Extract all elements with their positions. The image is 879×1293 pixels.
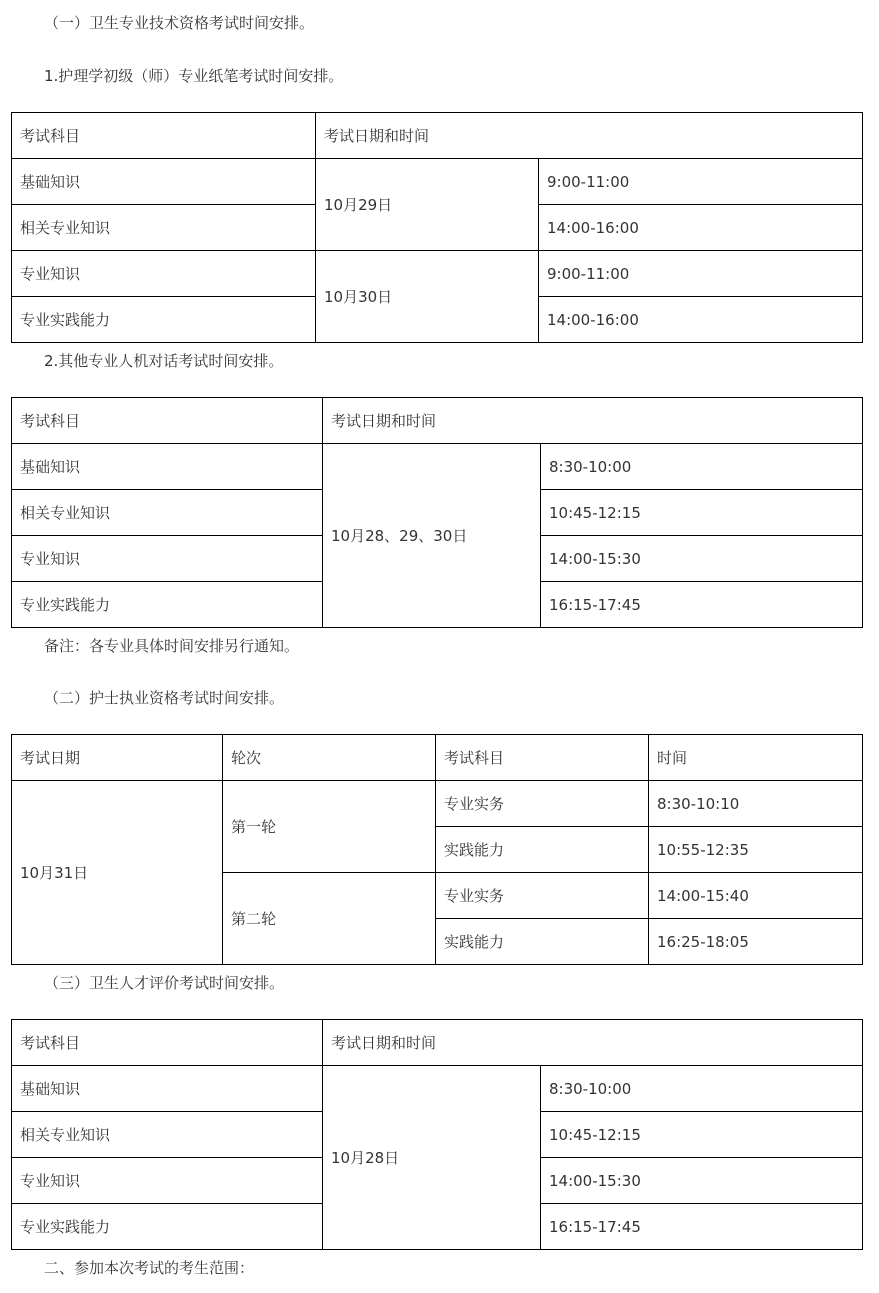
time-cell: 16:15-17:45 <box>541 582 863 628</box>
header-cell: 考试科目 <box>12 1020 323 1066</box>
subject-cell: 基础知识 <box>12 159 316 205</box>
header-cell: 考试日期 <box>12 735 223 781</box>
table-row <box>12 1066 863 1112</box>
table-row <box>12 781 863 827</box>
subject-cell: 专业实践能力 <box>12 1204 323 1250</box>
header-cell: 考试科目 <box>12 113 316 159</box>
section-heading-2: （二）护士执业资格考试时间安排。 <box>44 689 285 707</box>
round-cell: 第二轮 <box>223 873 436 965</box>
subject-cell: 专业知识 <box>12 251 316 297</box>
time-cell: 14:00-16:00 <box>539 297 863 343</box>
subject-cell: 相关专业知识 <box>12 490 323 536</box>
time-cell: 9:00-11:00 <box>539 251 863 297</box>
section-heading-1: （一）卫生专业技术资格考试时间安排。 <box>44 14 315 32</box>
exam-schedule-table-2 <box>11 397 863 628</box>
time-cell: 10:55-12:35 <box>649 827 863 873</box>
time-cell: 10:45-12:15 <box>541 490 863 536</box>
subject-cell: 相关专业知识 <box>12 205 316 251</box>
table-2-title: 2.其他专业人机对话考试时间安排。 <box>44 352 284 370</box>
header-cell: 轮次 <box>223 735 436 781</box>
header-cell: 考试科目 <box>436 735 649 781</box>
time-cell: 14:00-15:30 <box>541 1158 863 1204</box>
talent-exam-schedule-table <box>11 1019 863 1250</box>
table-row <box>12 159 863 205</box>
subject-cell: 实践能力 <box>436 919 649 965</box>
date-cell: 10月31日 <box>12 781 223 965</box>
time-cell: 16:15-17:45 <box>541 1204 863 1250</box>
subject-cell: 基础知识 <box>12 1066 323 1112</box>
time-cell: 14:00-15:40 <box>649 873 863 919</box>
subject-cell: 实践能力 <box>436 827 649 873</box>
table-header-row <box>12 735 863 781</box>
subject-cell: 专业实践能力 <box>12 297 316 343</box>
subject-cell: 专业实践能力 <box>12 582 323 628</box>
time-cell: 8:30-10:00 <box>541 444 863 490</box>
time-cell: 14:00-15:30 <box>541 536 863 582</box>
section-heading-4: 二、参加本次考试的考生范围： <box>44 1259 255 1277</box>
header-cell: 考试日期和时间 <box>323 1020 863 1066</box>
table-header-row <box>12 113 863 159</box>
table-1-title: 1.护理学初级（师）专业纸笔考试时间安排。 <box>44 67 344 85</box>
time-cell: 9:00-11:00 <box>539 159 863 205</box>
subject-cell: 专业实务 <box>436 781 649 827</box>
section-heading-3: （三）卫生人才评价考试时间安排。 <box>44 974 285 992</box>
table-header-row <box>12 398 863 444</box>
time-cell: 8:30-10:10 <box>649 781 863 827</box>
round-cell: 第一轮 <box>223 781 436 873</box>
time-cell: 14:00-16:00 <box>539 205 863 251</box>
date-cell: 10月28日 <box>323 1066 541 1250</box>
exam-schedule-table-1 <box>11 112 863 343</box>
subject-cell: 基础知识 <box>12 444 323 490</box>
date-cell: 10月29日 <box>316 159 539 251</box>
header-cell: 考试日期和时间 <box>316 113 863 159</box>
time-cell: 8:30-10:00 <box>541 1066 863 1112</box>
time-cell: 10:45-12:15 <box>541 1112 863 1158</box>
table-row <box>12 444 863 490</box>
subject-cell: 专业知识 <box>12 1158 323 1204</box>
subject-cell: 专业实务 <box>436 873 649 919</box>
date-cell: 10月28、29、30日 <box>323 444 541 628</box>
header-cell: 时间 <box>649 735 863 781</box>
subject-cell: 相关专业知识 <box>12 1112 323 1158</box>
time-cell: 16:25-18:05 <box>649 919 863 965</box>
nurse-exam-schedule-table <box>11 734 863 965</box>
header-cell: 考试科目 <box>12 398 323 444</box>
date-cell: 10月30日 <box>316 251 539 343</box>
subject-cell: 专业知识 <box>12 536 323 582</box>
header-cell: 考试日期和时间 <box>323 398 863 444</box>
table-row <box>12 251 863 297</box>
table-header-row <box>12 1020 863 1066</box>
note-text: 备注：各专业具体时间安排另行通知。 <box>44 637 300 655</box>
